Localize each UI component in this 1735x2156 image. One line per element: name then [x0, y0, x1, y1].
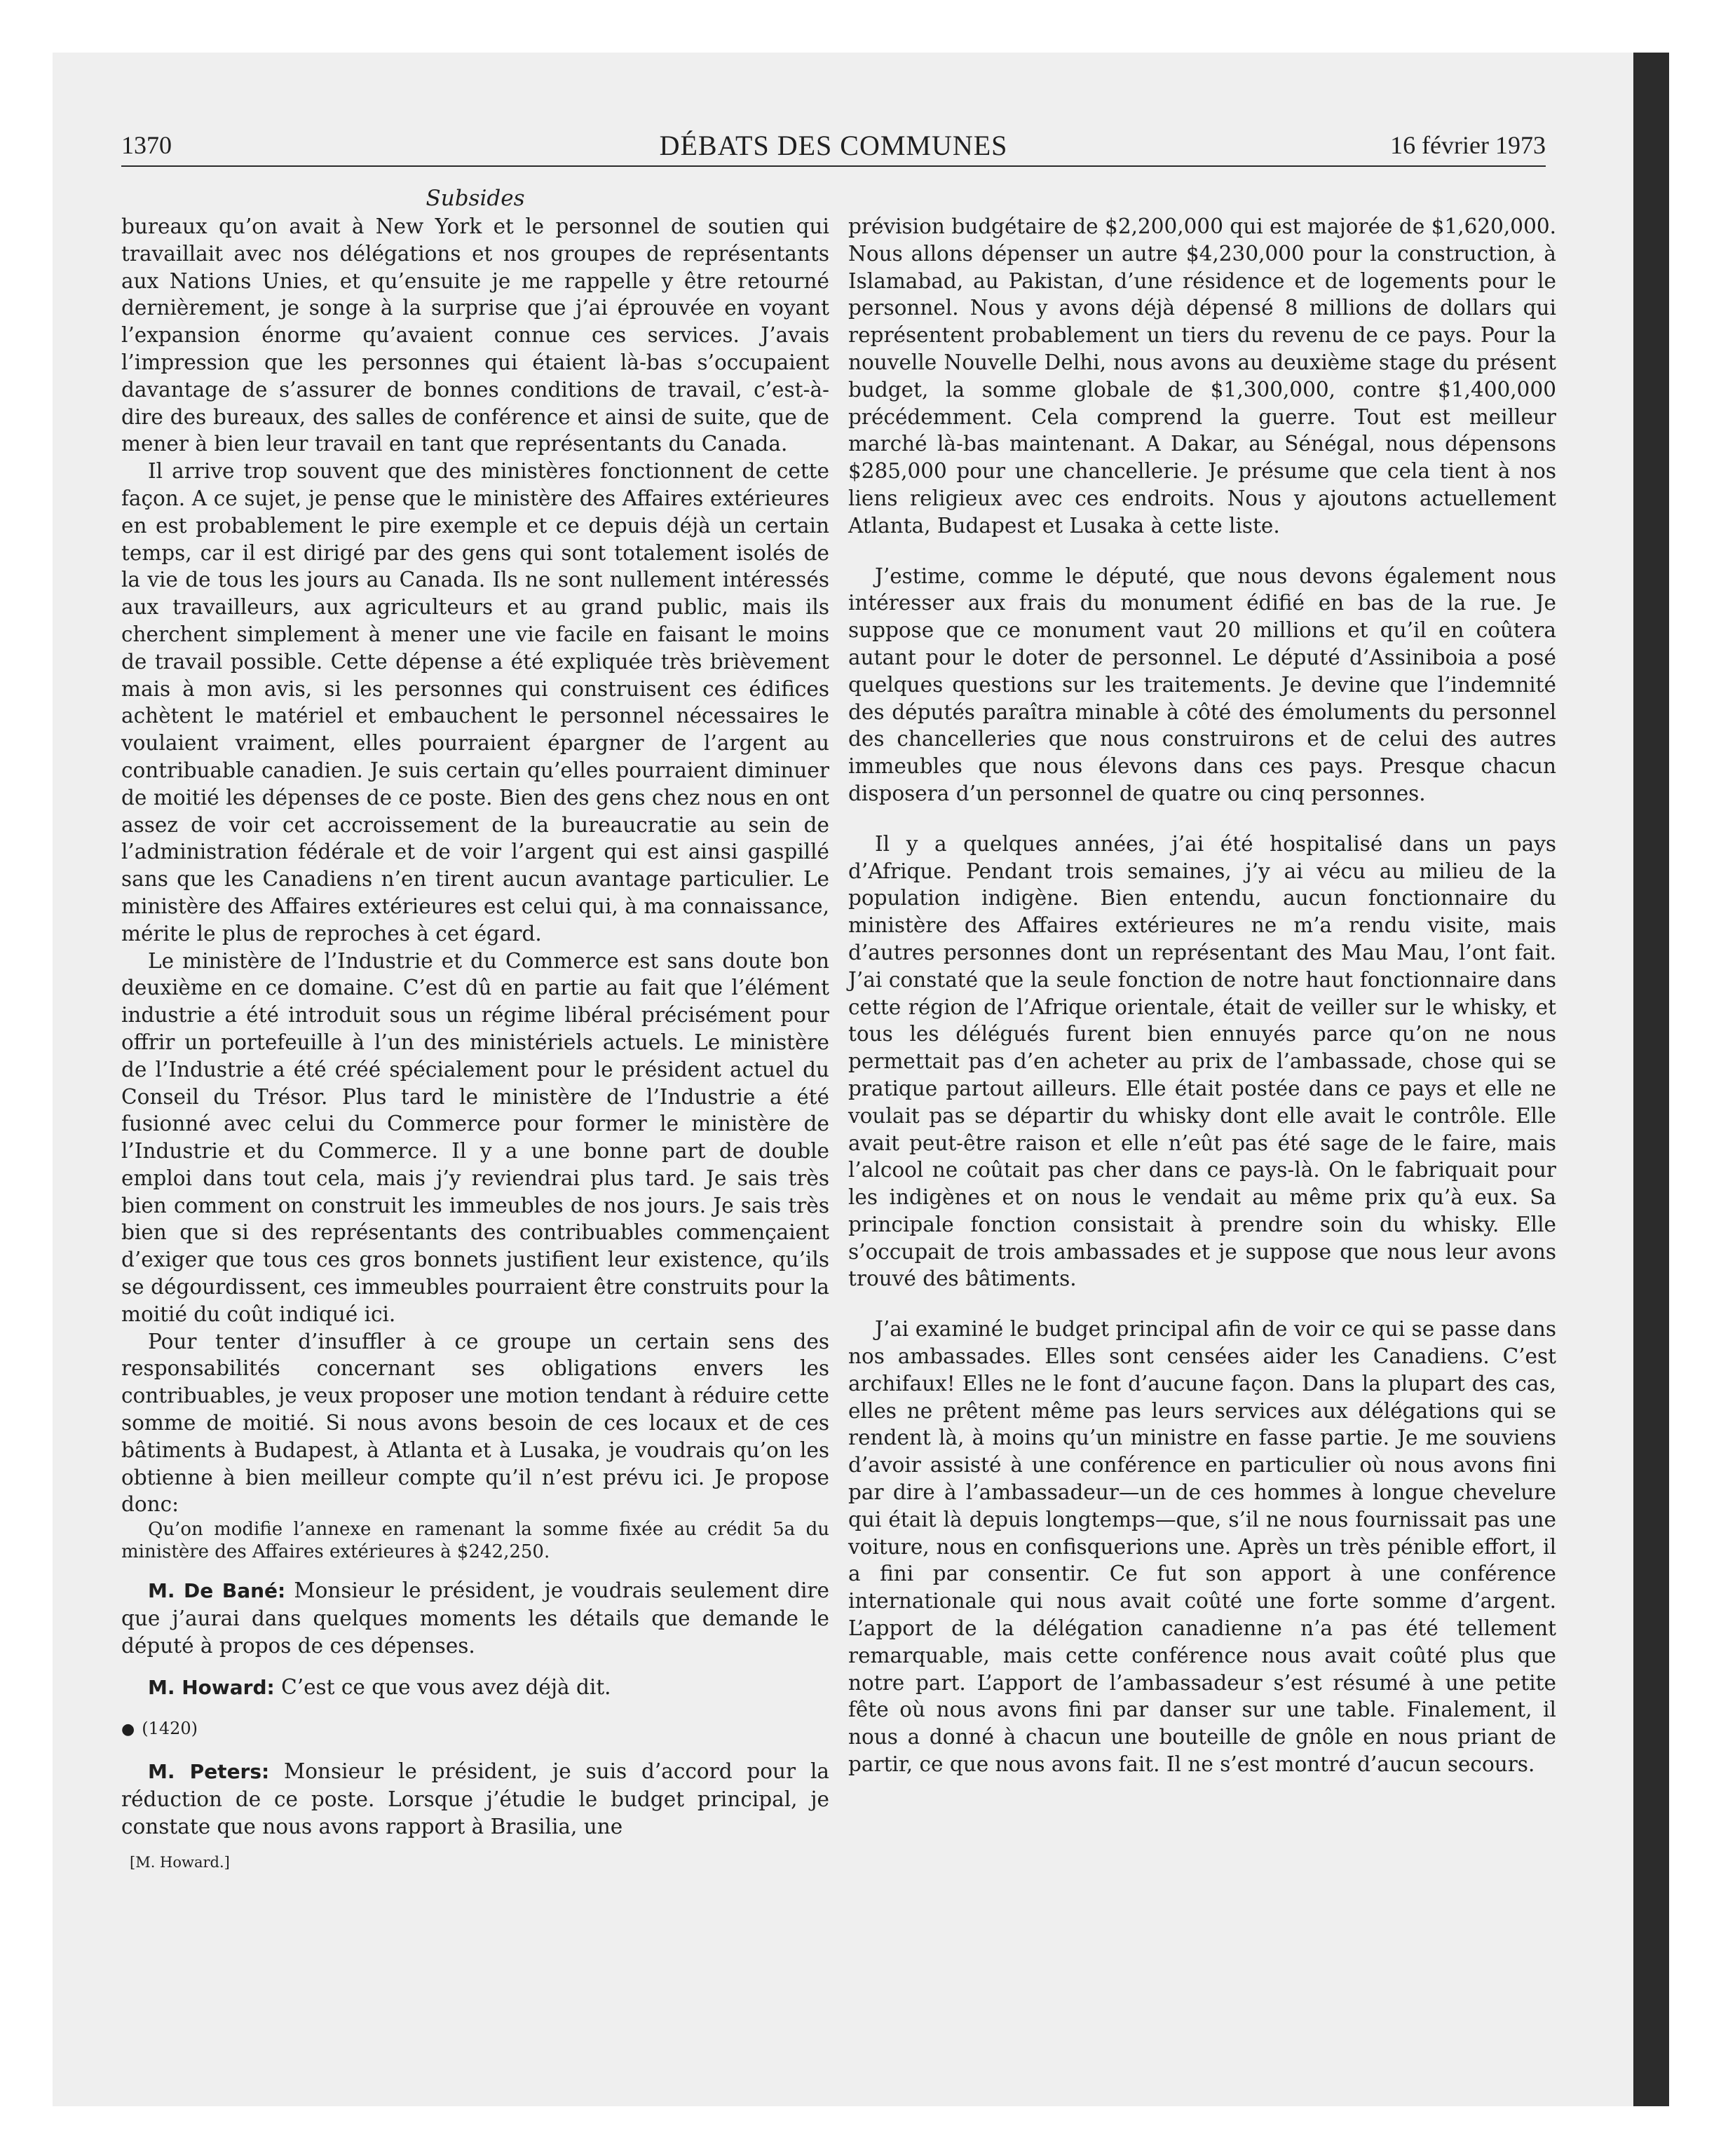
timestamp: [121, 1715, 829, 1744]
motion-text: Qu’on modifie l’annexe en ramenant la somme fixée au crédit 5a du ministère des Affaires extérieures à $242,250.: [121, 1519, 829, 1563]
speech-text: Monsieur le président, je suis d’accord pour la réduction de ce poste. Lorsque j’étudie le budget principal, je constate que nous avons rapport à Brasilia, une: [121, 1759, 829, 1838]
speaker-name: M. De Bané:: [148, 1579, 286, 1603]
speech: [121, 1577, 829, 1659]
paragraph: Il arrive trop souvent que des ministères fonctionnent de cette façon. A ce sujet, je pense que le ministère des Affaires extérieures en est probablement le pire exemple et ce depuis déjà un certain temps, car il est dirigé par des gens qui sont totalement isolés de la vie de tous les jours au Canada. Ils ne sont nullement intéressés aux travailleurs, aux agriculteurs et au grand public, mais ils cherchent simplement à mener une vie facile en faisant le moins de travail possible. Cette dépense a été expliquée très brièvement mais à mon avis, si les personnes qui construisent ces édifices achètent le matériel et embauchent le personnel nécessaires le voulaient vraiment, elles pourraient épargner de l’argent au contribuable canadien. Je suis certain qu’elles pourraient diminuer de moitié les dépenses de ce poste. Bien des gens chez nous en ont assez de voir cet accroissement de la bureaucratie au sein de l’administration fédérale et de voir l’argent qui est ainsi gaspillé sans que les Canadiens n’en tirent aucun avantage particulier. Le ministère des Affaires extérieures est celui qui, à ma connaissance, mérite le plus de reproches à cet égard.: [121, 459, 829, 946]
section-title: Subsides: [426, 186, 525, 211]
page-number: 1370: [121, 131, 172, 159]
speech-text: Monsieur le président, je voudrais seulement dire que j’aurai dans quelques moments les détails que demande le député à propos de ces dépenses.: [121, 1578, 829, 1658]
speech: [121, 1758, 829, 1840]
paragraph: Le ministère de l’Industrie et du Commerce est sans doute bon deuxième en ce domaine. C’est dû en partie au fait que l’élément industrie a été introduit sous un régime libéral précisément pour offrir un portefeuille à l’un des ministériels actuels. Le ministère de l’Industrie a été créé spécialement pour le président actuel du Conseil du Trésor. Plus tard le ministère de l’Industrie a été fusionné avec celui du Commerce pour former le ministère de l’Industrie et du Commerce. Il y a une bonne part de double emploi dans tout cela, mais j’y reviendrai plus tard. Je sais très bien comment on construit les immeubles de nos jours. Je sais très bien que si des représentants des contribuables commençaient d’exiger que tous ces gros bonnets justifient leur existence, qu’ils se dégourdissent, ces immeubles pourraient être construits pour la moitié du coût indiqué ici.: [121, 948, 829, 1326]
speech: [121, 1674, 829, 1702]
paragraph: Pour tenter d’insuffler à ce groupe un certain sens des responsabilités concernant ses obligations envers les contribuables, je veux proposer une motion tendant à réduire cette somme de moitié. Si nous avons besoin de ces locaux et de ces bâtiments à Budapest, à Atlanta et à Lusaka, je voudrais qu’on les obtienne à bien meilleur compte qu’il n’est prévu ici. Je propose donc:: [121, 1329, 829, 1517]
paragraph: J’estime, comme le député, que nous devons également nous intéresser aux frais du monument édifié en bas de la rue. Je suppose que ce monument vaut 20 millions et qu’il en coûtera autant pour le doter de personnel. Le député d’Assiniboia a posé quelques questions sur les traitements. Je devine que l’indemnité des députés paraîtra minable à côté des émoluments du personnel des chancelleries que nous construirons et de celui des autres immeubles que nous élevons dans ces pays. Presque chacun disposera d’un personnel de quatre ou cinq personnes.: [848, 564, 1556, 805]
speaker-name: M. Howard:: [148, 1675, 275, 1699]
scan-edge-bar: [1633, 53, 1669, 2106]
right-column: [848, 213, 1556, 1778]
speech-text: C’est ce que vous avez déjà dit.: [281, 1674, 611, 1699]
timestamp-text: (1420): [142, 1719, 198, 1739]
paragraph: Il y a quelques années, j’ai été hospitalisé dans un pays d’Afrique. Pendant trois semaines, j’y ai vécu au milieu de la population indigène. Bien entendu, aucun fonctionnaire du ministère des Affaires extérieures ne m’a rendu visite, mais d’autres personnes dont un représentant des Mau Mau, l’ont fait. J’ai constaté que la seule fonction de notre haut fonctionnaire dans cette région de l’Afrique orientale, était de veiller sur le whisky, et tous les délégués furent bien ennuyés parce qu’on ne nous permettait pas d’en acheter au prix de l’ambassade, chose qui se pratique partout ailleurs. Elle était postée dans ce pays et elle ne voulait pas se départir du whisky dont elle avait le contrôle. Elle avait peut-être raison et elle n’eût pas été sage de le faire, mais l’alcool ne coûtait pas cher dans ce pays-là. On le fabriquait pour les indigènes et on nous le vendait au même prix qu’à eux. Sa principale fonction consistait à prendre soin du whisky. Elle s’occupait de trois ambassades et je suppose que nous leur avons trouvé des bâtiments.: [848, 831, 1556, 1291]
left-column: [121, 213, 829, 1876]
paragraph: prévision budgétaire de $2,200,000 qui est majorée de $1,620,000. Nous allons dépenser un autre $4,230,000 pour la construction, à Islamabad, au Pakistan, d’une résidence et de logements pour le personnel. Nous y avons déjà dépensé 8 millions de dollars qui représentent probablement un tiers du revenu de ce pays. Pour la nouvelle Nouvelle Delhi, nous avons au deuxième stage du présent budget, la somme globale de $1,300,000, contre $1,400,000 précédemment. Cela comprend la guerre. Tout est meilleur marché là-bas maintenant. A Dakar, au Sénégal, nous dépensons $285,000 pour une chancellerie. Je présume que cela tient à nos liens religieux avec ces endroits. Nous y ajoutons actuellement Atlanta, Budapest et Lusaka à cette liste.: [848, 214, 1556, 538]
bullet-icon: ●: [121, 1721, 135, 1739]
page-date: 16 février 1973: [1390, 131, 1546, 159]
paragraph: J’ai examiné le budget principal afin de voir ce qui se passe dans nos ambassades. Elles sont censées aider les Canadiens. C’est archifaux! Elles ne le font d’aucune façon. Dans la plupart des cas, elles ne prêtent même pas leurs services aux délégations qui se rendent là, à moins qu’un ministre en fasse partie. Je me souviens d’avoir assisté à une conférence en particulier où nous avons fini par dire à l’ambassadeur—un de ces hommes à longue chevelure qui était là depuis longtemps—que, s’il ne nous fournissait pas une voiture, nous en confisquerions une. Après un très pénible effort, il a fini par consentir. Ce fut son apport à une conférence internationale qui nous avait coûté une forte somme d’argent. L’apport de la délégation canadienne n’a pas été tellement remarquable, mais cette conférence nous avait coûté plus que notre part. L’apport de l’ambassadeur s’est résumé à une petite fête où nous avons fini par danser sur une table. Finalement, il nous a donné à chacun une bouteille de gnôle en nous priant de partir, ce que nous avons fait. Il ne s’est montré d’aucun secours.: [848, 1317, 1556, 1777]
page-header: [121, 130, 1546, 167]
paragraph: bureaux qu’on avait à New York et le personnel de soutien qui travaillait avec nos délégations et nos groupes de représentants aux Nations Unies, et qu’ensuite je me rappelle y être retourné dernièrement, je songe à la surprise que j’ai éprouvée en voyant l’expansion énorme qu’avaient connue ces services. J’avais l’impression que les personnes qui étaient là-bas s’occupaient davantage de s’assurer de bonnes conditions de travail, c’est-à-dire des bureaux, des salles de conférence et ainsi de suite, que de mener à bien leur travail en tant que représentants du Canada.: [121, 214, 829, 456]
publication-title: DÉBATS DES COMMUNES: [659, 130, 1008, 161]
speaker-footnote: [M. Howard.]: [130, 1853, 230, 1871]
speaker-name: M. Peters:: [148, 1760, 270, 1784]
